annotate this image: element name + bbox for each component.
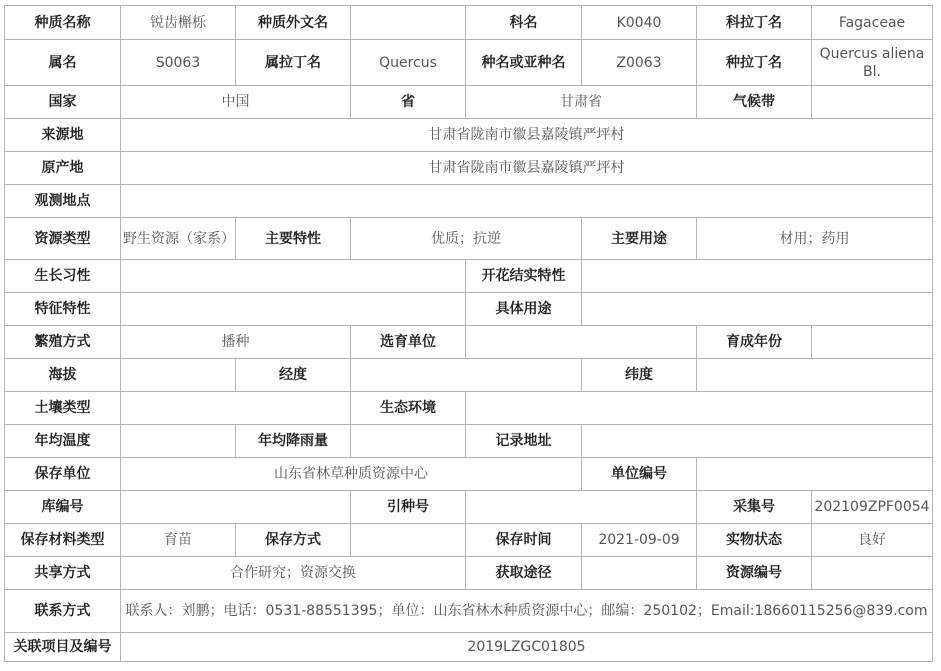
keeping-time-value: 2021-09-09 — [582, 524, 697, 557]
propagation-label: 繁殖方式 — [5, 326, 121, 359]
main-uses-label: 主要用途 — [582, 218, 697, 260]
contact-label: 联系方式 — [5, 590, 121, 633]
growth-habit-label: 生长习性 — [5, 260, 121, 293]
table-row — [5, 491, 933, 524]
table-row — [5, 425, 933, 458]
collection-code-value: 202109ZPF0054 — [812, 491, 933, 524]
source-place-value: 甘肃省陇南市徽县嘉陵镇严坪村 — [121, 119, 933, 152]
resource-type-label: 资源类型 — [5, 218, 121, 260]
resource-code-label: 资源编号 — [697, 557, 812, 590]
breeding-year-label: 育成年份 — [697, 326, 812, 359]
annual-rain-value — [351, 425, 466, 458]
flowering-fruiting-label: 开花结实特性 — [466, 260, 582, 293]
table-row — [5, 590, 933, 633]
genus-value: S0063 — [121, 40, 236, 86]
annual-temp-label: 年均温度 — [5, 425, 121, 458]
main-traits-value: 优质；抗逆 — [351, 218, 582, 260]
province-value: 甘肃省 — [466, 86, 697, 119]
foreign-name-value — [351, 6, 466, 40]
source-place-label: 来源地 — [5, 119, 121, 152]
table-row — [5, 392, 933, 425]
table-row — [5, 633, 933, 662]
main-uses-value: 材用；药用 — [697, 218, 933, 260]
sharing-method-label: 共享方式 — [5, 557, 121, 590]
breeding-year-value — [812, 326, 933, 359]
characteristics-label: 特征特性 — [5, 293, 121, 326]
soil-type-label: 土壤类型 — [5, 392, 121, 425]
species-latin-value: Quercus aliena Bl. — [812, 40, 933, 86]
material-type-value: 育苗 — [121, 524, 236, 557]
keeping-method-value — [351, 524, 466, 557]
related-project-label: 关联项目及编号 — [5, 633, 121, 662]
foreign-name-label: 种质外文名 — [236, 6, 351, 40]
propagation-value: 播种 — [121, 326, 351, 359]
family-value: K0040 — [582, 6, 697, 40]
country-label: 国家 — [5, 86, 121, 119]
province-label: 省 — [351, 86, 466, 119]
related-project-value: 2019LZGC01805 — [121, 633, 933, 662]
table-row — [5, 119, 933, 152]
record-address-value — [582, 425, 933, 458]
keeping-unit-label: 保存单位 — [5, 458, 121, 491]
physical-status-value: 良好 — [812, 524, 933, 557]
ecological-env-value — [466, 392, 933, 425]
intro-code-value — [466, 491, 697, 524]
record-address-label: 记录地址 — [466, 425, 582, 458]
family-latin-value: Fagaceae — [812, 6, 933, 40]
main-traits-label: 主要特性 — [236, 218, 351, 260]
breeding-unit-value — [466, 326, 697, 359]
collection-code-label: 采集号 — [697, 491, 812, 524]
characteristics-value — [121, 293, 466, 326]
intro-code-label: 引种号 — [351, 491, 466, 524]
table-row — [5, 326, 933, 359]
table-row — [5, 86, 933, 119]
germplasm-name-value: 锐齿槲栎 — [121, 6, 236, 40]
physical-status-label: 实物状态 — [697, 524, 812, 557]
genus-label: 属名 — [5, 40, 121, 86]
bank-code-value — [121, 491, 351, 524]
family-label: 科名 — [466, 6, 582, 40]
table-row — [5, 557, 933, 590]
growth-habit-value — [121, 260, 466, 293]
species-latin-label: 种拉丁名 — [697, 40, 812, 86]
keeping-method-label: 保存方式 — [236, 524, 351, 557]
bank-code-label: 库编号 — [5, 491, 121, 524]
keeping-unit-value: 山东省林草种质资源中心 — [121, 458, 582, 491]
table-row — [5, 293, 933, 326]
resource-code-value — [812, 557, 933, 590]
table-row — [5, 260, 933, 293]
origin-place-label: 原产地 — [5, 152, 121, 185]
soil-type-value — [121, 392, 351, 425]
acquisition-label: 获取途径 — [466, 557, 582, 590]
unit-code-label: 单位编号 — [582, 458, 697, 491]
specific-uses-label: 具体用途 — [466, 293, 582, 326]
observation-site-value — [121, 185, 933, 218]
altitude-label: 海拔 — [5, 359, 121, 392]
contact-value: 联系人：刘鹏；电话：0531-88551395；单位：山东省林木种质资源中心；邮编：250102；Email:18660115256@839.com — [121, 590, 933, 633]
genus-latin-value: Quercus — [351, 40, 466, 86]
germplasm-info-table — [4, 5, 933, 662]
breeding-unit-label: 选育单位 — [351, 326, 466, 359]
climate-zone-label: 气候带 — [697, 86, 812, 119]
climate-zone-value — [812, 86, 933, 119]
family-latin-label: 科拉丁名 — [697, 6, 812, 40]
species-label: 种名或亚种名 — [466, 40, 582, 86]
germplasm-name-label: 种质名称 — [5, 6, 121, 40]
flowering-fruiting-value — [582, 260, 933, 293]
acquisition-value — [582, 557, 697, 590]
table-row — [5, 6, 933, 40]
material-type-label: 保存材料类型 — [5, 524, 121, 557]
annual-rain-label: 年均降雨量 — [236, 425, 351, 458]
longitude-label: 经度 — [236, 359, 351, 392]
latitude-value — [697, 359, 933, 392]
table-row — [5, 524, 933, 557]
annual-temp-value — [121, 425, 236, 458]
resource-type-value: 野生资源（家系） — [121, 218, 236, 260]
table-row — [5, 359, 933, 392]
country-value: 中国 — [121, 86, 351, 119]
table-row — [5, 40, 933, 86]
longitude-value — [351, 359, 582, 392]
table-row — [5, 152, 933, 185]
table-row — [5, 185, 933, 218]
species-value: Z0063 — [582, 40, 697, 86]
unit-code-value — [697, 458, 933, 491]
altitude-value — [121, 359, 236, 392]
table-row — [5, 218, 933, 260]
origin-place-value: 甘肃省陇南市徽县嘉陵镇严坪村 — [121, 152, 933, 185]
latitude-label: 纬度 — [582, 359, 697, 392]
ecological-env-label: 生态环境 — [351, 392, 466, 425]
table-row — [5, 458, 933, 491]
sharing-method-value: 合作研究；资源交换 — [121, 557, 466, 590]
keeping-time-label: 保存时间 — [466, 524, 582, 557]
genus-latin-label: 属拉丁名 — [236, 40, 351, 86]
specific-uses-value — [582, 293, 933, 326]
observation-site-label: 观测地点 — [5, 185, 121, 218]
